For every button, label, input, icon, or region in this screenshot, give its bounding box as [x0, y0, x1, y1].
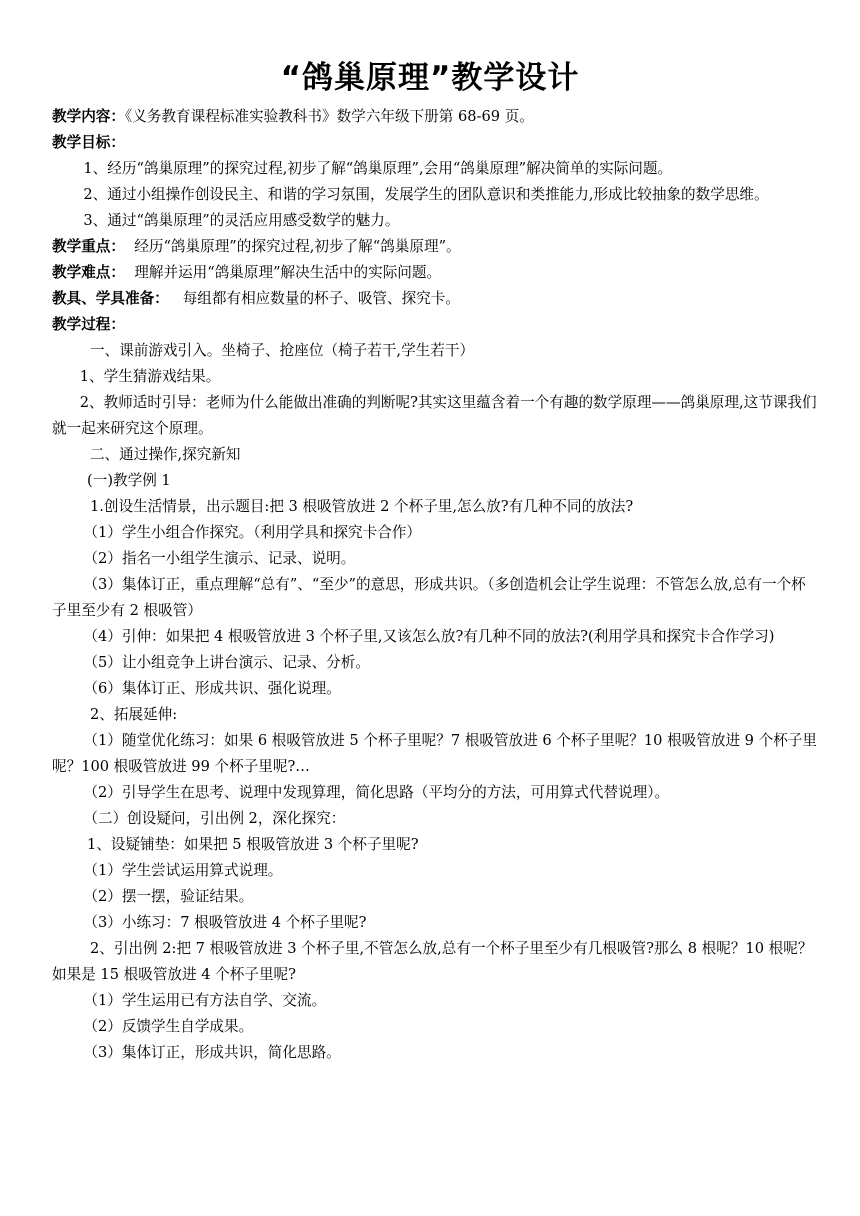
process-line: （1）随堂优化练习：如果 6 根吸管放进 5 个杯子里呢？7 根吸管放进 6 个杯子里呢？10 根吸管放进 9 个杯子里呢？100 根吸管放进 99 个杯子里呢?… — [52, 732, 817, 775]
process-line: （1）学生小组合作探究。（利用学具和探究卡合作） — [83, 524, 422, 541]
process-line: 一、课前游戏引入。坐椅子、抢座位（椅子若干,学生若干） — [89, 342, 475, 359]
key-point-text: 经历“鸽巢原理”的探究过程,初步了解“鸽巢原理”。 — [134, 238, 461, 255]
process-line: （1）学生运用已有方法自学、交流。 — [83, 992, 327, 1009]
process-line: （3）集体订正，形成共识，简化思路。 — [83, 1044, 341, 1061]
content-paragraph — [52, 104, 820, 130]
process-line: （二）创设疑问，引出例 2，深化探究： — [83, 810, 346, 827]
goal-item: 2、通过小组操作创设民主、和谐的学习氛围，发展学生的团队意识和类推能力,形成比较抽象的数学思维。 — [83, 186, 769, 203]
process-line: （3）集体订正，重点理解“总有”、“至少”的意思，形成共识。（多创造机会让学生说理：不管怎么放,总有一个杯子里至少有 2 根吸管） — [52, 576, 806, 619]
process-line: 1、设疑铺垫：如果把 5 根吸管放进 3 个杯子里呢? — [87, 836, 419, 853]
content-text: 《义务教育课程标准实验教科书》数学六年级下册第 68-69 页。 — [124, 108, 534, 125]
difficulty-label: 教学难点： — [52, 264, 125, 281]
process-line: 2、拓展延伸: — [89, 706, 178, 723]
process-line: （5）让小组竞争上讲台演示、记录、分析。 — [83, 654, 370, 671]
document-body — [52, 104, 820, 1066]
content-label: 教学内容： — [52, 108, 125, 125]
process-line: (一)教学例 1 — [87, 472, 171, 489]
key-point-paragraph — [52, 234, 820, 260]
difficulty-paragraph — [52, 260, 820, 286]
goal-item: 3、通过“鸽巢原理”的灵活应用感受数学的魅力。 — [83, 212, 400, 229]
page-title: “鸽巢原理”教学设计 — [280, 60, 580, 96]
process-line: 1、学生猜游戏结果。 — [79, 368, 221, 385]
materials-text: 每组都有相应数量的杯子、吸管、探究卡。 — [182, 290, 460, 307]
materials-label: 教具、学具准备： — [52, 290, 169, 307]
process-line: （2）反馈学生自学成果。 — [83, 1018, 254, 1035]
difficulty-text: 理解并运用“鸽巢原理”解决生活中的实际问题。 — [134, 264, 442, 281]
process-line: 1.创设生活情景，出示题目:把 3 根吸管放进 2 个杯子里,怎么放?有几种不同的放法? — [89, 498, 634, 515]
materials-paragraph — [52, 286, 820, 312]
key-point-label: 教学重点： — [52, 238, 125, 255]
goal-item: 1、经历“鸽巢原理”的探究过程,初步了解“鸽巢原理”,会用“鸽巢原理”解决简单的实际问题。 — [83, 160, 673, 177]
process-line: （3）小练习：7 根吸管放进 4 个杯子里呢? — [83, 914, 367, 931]
process-line: （1）学生尝试运用算式说理。 — [83, 862, 283, 879]
process-line: （2）引导学生在思考、说理中发现算理，简化思路（平均分的方法，可用算式代替说理）。 — [83, 784, 670, 801]
process-line: 2、引出例 2:把 7 根吸管放进 3 个杯子里,不管怎么放,总有一个杯子里至少有几根吸管?那么 8 根呢？10 根呢？如果是 15 根吸管放进 4 个杯子里呢? — [52, 940, 813, 983]
process-line: 二、通过操作,探究新知 — [89, 446, 241, 463]
process-heading: 教学过程： — [52, 316, 125, 333]
goals-heading: 教学目标： — [52, 134, 125, 151]
process-line: （2）摆一摆，验证结果。 — [83, 888, 254, 905]
process-line: （2）指名一小组学生演示、记录、说明。 — [83, 550, 356, 567]
process-line: 2、教师适时引导：老师为什么能做出准确的判断呢?其实这里蕴含着一个有趣的数学原理——鸽巢原理,这节课我们就一起来研究这个原理。 — [52, 394, 817, 437]
process-line: （4）引伸：如果把 4 根吸管放进 3 个杯子里,又该怎么放?有几种不同的放法?(利用学具和探究卡合作学习) — [83, 628, 775, 645]
process-line: （6）集体订正、形成共识、强化说理。 — [83, 680, 341, 697]
